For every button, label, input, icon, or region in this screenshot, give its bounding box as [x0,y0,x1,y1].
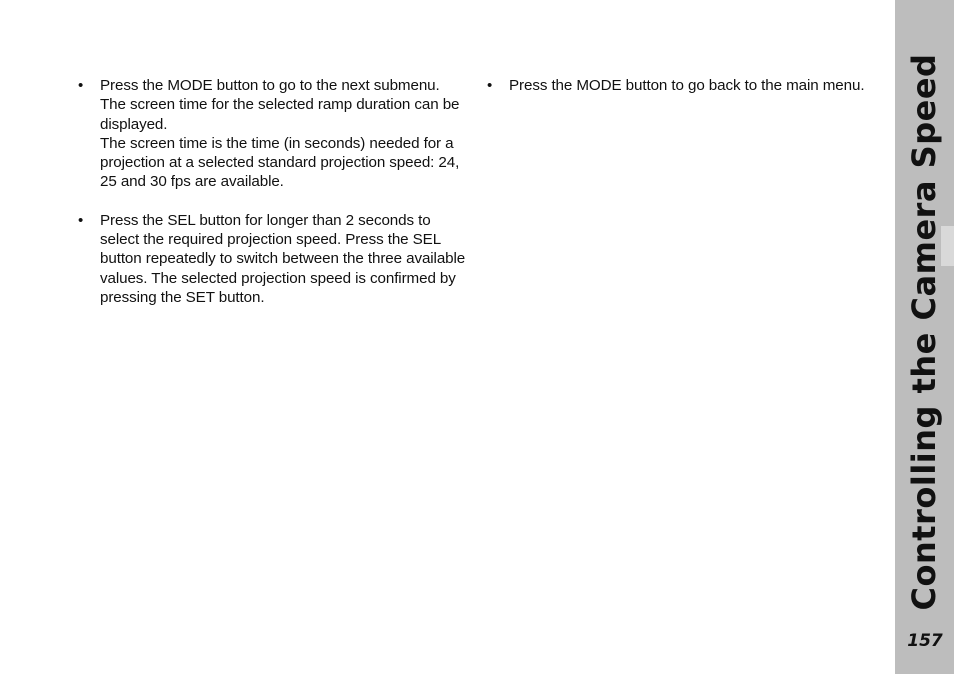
bullet-text [509,76,882,95]
list-item [78,211,473,307]
list-item [78,76,473,192]
list-item [487,76,882,95]
bullet-marker: • [78,211,84,229]
right-bullet-list [487,76,882,95]
bullet-text [100,211,473,307]
bullet-text [100,76,473,192]
instruction-text: The screen time for the selected ramp duration can be displayed. [100,96,460,133]
right-column [487,76,882,114]
left-bullet-list [78,76,473,307]
instruction-text: Press the MODE button to go back to the main menu. [509,77,865,94]
instruction-text: Press the MODE button to go to the next submenu. [100,77,440,94]
chapter-title: Controlling the Camera Speed [905,53,943,611]
left-column [78,76,473,326]
page-number: 157 [907,631,943,651]
bullet-marker: • [487,77,493,94]
instruction-text: The screen time is the time (in seconds) needed for a projection at a selected standard projection speed: 24, 25 and 30 fps are available. [100,134,460,191]
bullet-marker: • [78,77,84,94]
instruction-text: Press the SEL button for longer than 2 seconds to select the required projection speed. Press the SEL button repeatedly to switch between the three available values. The selected projection speed is confirmed by pressing the SET button. [100,211,466,306]
